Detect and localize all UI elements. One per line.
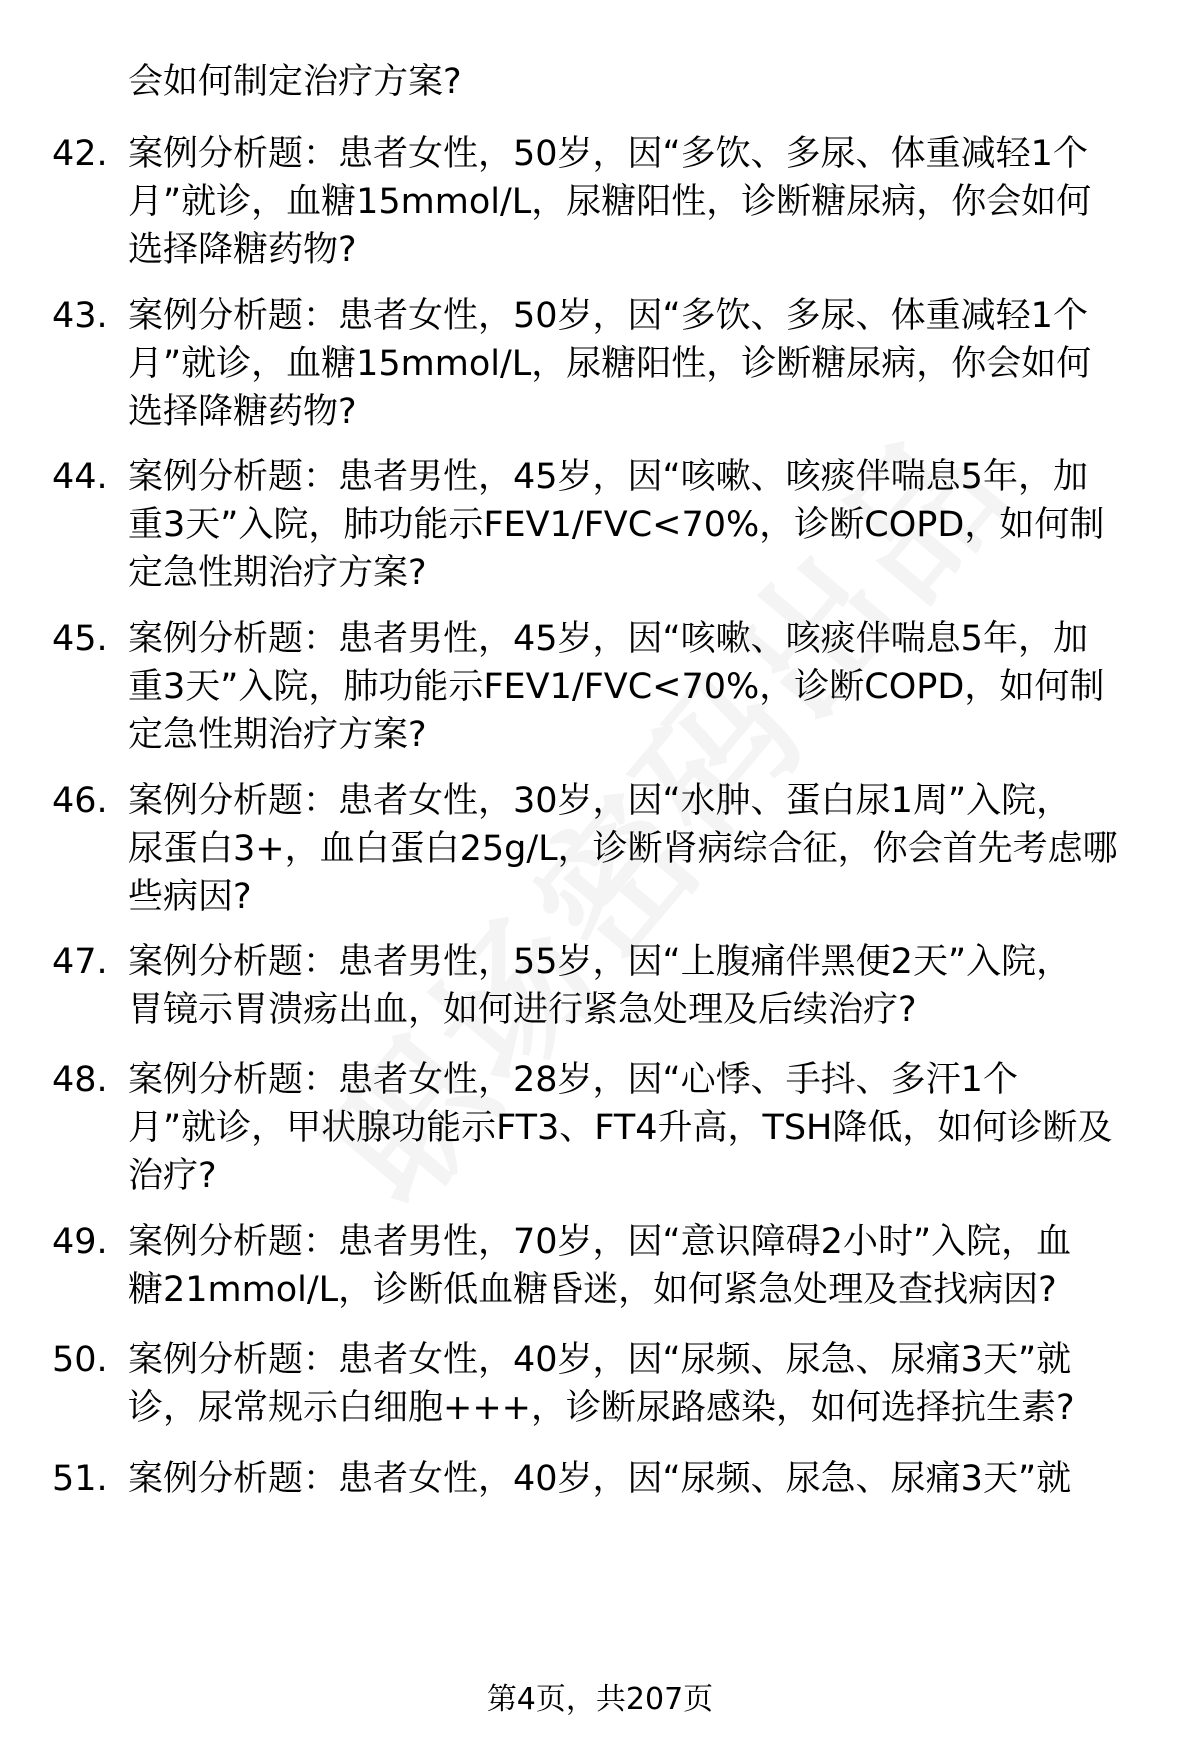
question-text-line: 案例分析题：患者女性，30岁，因“水肿、蛋白尿1周”入院， (128, 781, 1072, 821)
question-number: 44. (52, 457, 108, 497)
question-text-line: 案例分析题：患者男性，70岁，因“意识障碍2小时”入院，血 (128, 1222, 1072, 1262)
question-text-line: 定急性期治疗方案? (128, 715, 427, 755)
question-text-line: 诊，尿常规示白细胞+++，诊断尿路感染，如何选择抗生素? (128, 1388, 1075, 1428)
question-text-line: 重3天”入院，肺功能示FEV1/FVC<70%，诊断COPD，如何制 (128, 505, 1105, 545)
question-text-line: 案例分析题：患者男性，45岁，因“咳嗽、咳痰伴喘息5年，加 (128, 457, 1088, 497)
page-number-footer: 第4页，共207页 (486, 1682, 714, 1717)
question-text-line: 月”就诊，甲状腺功能示FT3、FT4升高，TSH降低，如何诊断及 (128, 1108, 1113, 1148)
question-text-line: 月”就诊，血糖15mmol/L，尿糖阳性，诊断糖尿病，你会如何 (128, 344, 1092, 384)
question-text-line: 重3天”入院，肺功能示FEV1/FVC<70%，诊断COPD，如何制 (128, 667, 1105, 707)
question-text-line: 案例分析题：患者女性，28岁，因“心悸、手抖、多汗1个 (128, 1060, 1018, 1100)
question-number: 42. (52, 134, 108, 174)
question-text-line: 案例分析题：患者女性，50岁，因“多饮、多尿、体重减轻1个 (128, 134, 1088, 174)
question-text-line: 案例分析题：患者男性，55岁，因“上腹痛伴黑便2天”入院， (128, 942, 1072, 982)
question-text-line: 选择降糖药物? (128, 392, 357, 432)
question-text-line: 些病因? (128, 877, 252, 917)
question-text-line: 案例分析题：患者男性，45岁，因“咳嗽、咳痰伴喘息5年，加 (128, 619, 1088, 659)
question-text-line: 案例分析题：患者女性，40岁，因“尿频、尿急、尿痛3天”就 (128, 1459, 1072, 1499)
question-number: 46. (52, 781, 108, 821)
question-text-line: 定急性期治疗方案? (128, 553, 427, 593)
question-text-line: 案例分析题：患者女性，40岁，因“尿频、尿急、尿痛3天”就 (128, 1340, 1072, 1380)
question-number: 50. (52, 1340, 108, 1380)
question-text-line: 糖21mmol/L，诊断低血糖昏迷，如何紧急处理及查找病因? (128, 1270, 1057, 1310)
question-number: 48. (52, 1060, 108, 1100)
question-number: 49. (52, 1222, 108, 1262)
question-text-line: 尿蛋白3+，血白蛋白25g/L，诊断肾病综合征，你会首先考虑哪 (128, 829, 1118, 869)
question-number: 45. (52, 619, 108, 659)
continuation-text: 会如何制定治疗方案? (128, 62, 462, 102)
question-text-line: 月”就诊，血糖15mmol/L，尿糖阳性，诊断糖尿病，你会如何 (128, 182, 1092, 222)
question-number: 47. (52, 942, 108, 982)
question-text-line: 案例分析题：患者女性，50岁，因“多饮、多尿、体重减轻1个 (128, 296, 1088, 336)
question-number: 51. (52, 1459, 108, 1499)
question-text-line: 胃镜示胃溃疡出血，如何进行紧急处理及后续治疗? (128, 990, 917, 1030)
question-text-line: 选择降糖药物? (128, 230, 357, 270)
question-text-line: 治疗? (128, 1156, 217, 1196)
question-number: 43. (52, 296, 108, 336)
